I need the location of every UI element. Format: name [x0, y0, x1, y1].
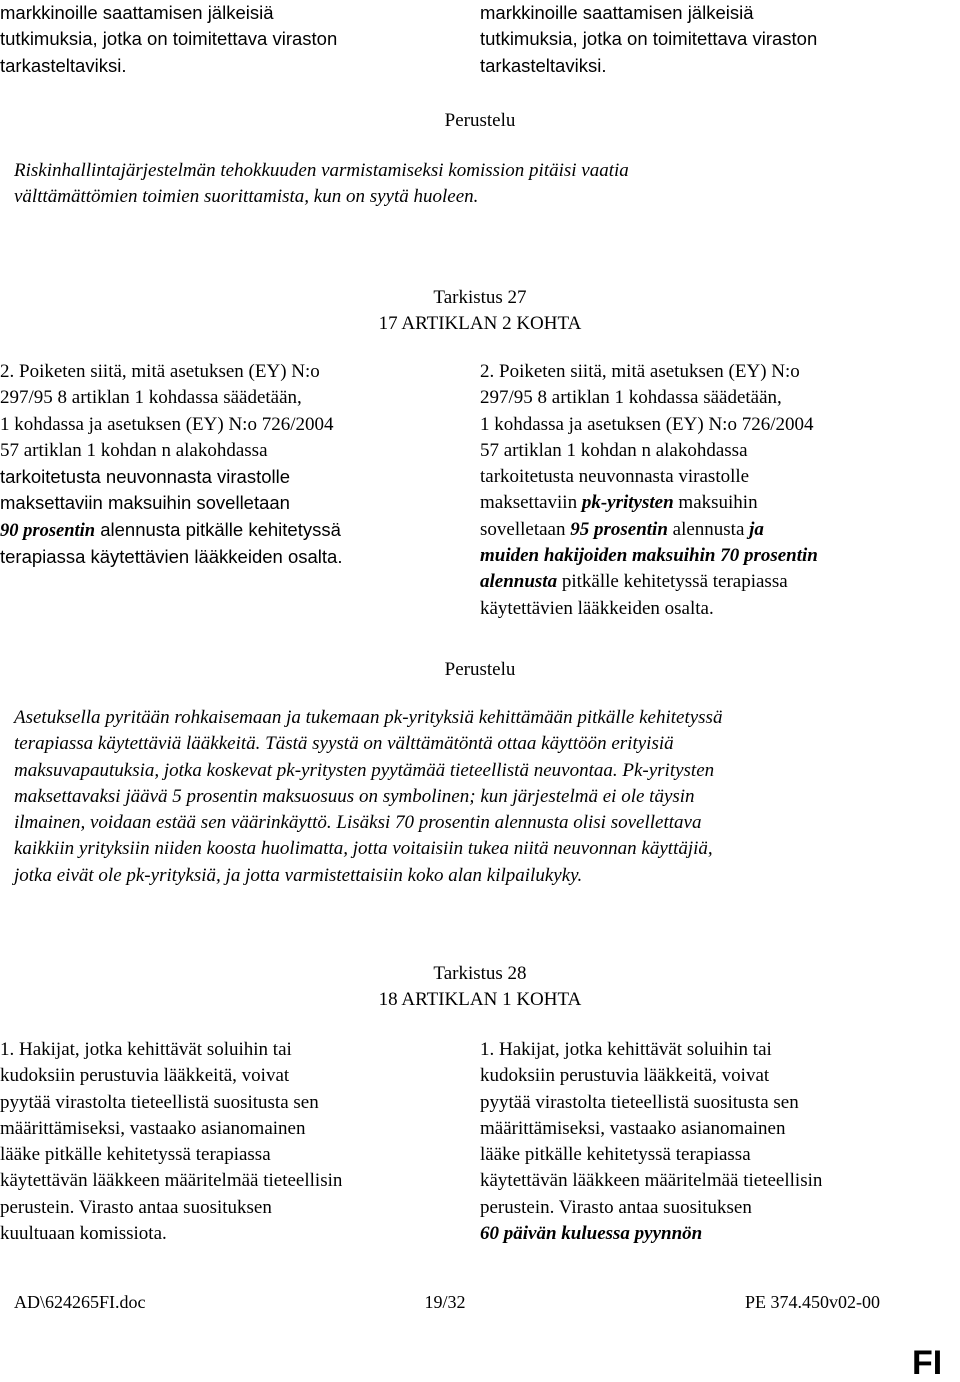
footer-pe-ref: PE 374.450v02-00 [745, 1292, 880, 1312]
text-line: kuultuaan komissiota. [0, 1223, 167, 1245]
left-column-carryover [0, 0, 337, 79]
text-line: perustein. Virasto antaa suosituksen [0, 1196, 272, 1218]
text-line: määrittämiseksi, vastaako asianomainen [0, 1117, 306, 1139]
justification-text [14, 158, 629, 211]
text-line [0, 517, 342, 544]
text-line: kudoksiin perustuvia lääkkeitä, voivat [480, 1065, 770, 1087]
text-span: sovelletaan [480, 518, 571, 540]
bold-italic-text: 90 prosentin [0, 520, 96, 541]
text-line: määrittämiseksi, vastaako asianomainen [480, 1117, 786, 1139]
text-line: välttämättömien toimien suorittamista, kun on syytä huoleen. [14, 186, 479, 208]
text-line: Riskinhallintajärjestelmän tehokkuuden varmistamiseksi komission pitäisi vaatia [14, 160, 629, 181]
bold-italic-text: 95 prosentin [570, 518, 668, 540]
text-line: 1. Hakijat, jotka kehittävät soluihin tai [0, 1039, 292, 1060]
text-line: pyytää virastolta tieteellistä suositusta sen [0, 1091, 319, 1113]
justification-text [14, 705, 722, 889]
amendment-subtitle: 18 ARTIKLAN 1 KOHTA [378, 989, 582, 1010]
text-line: lääke pitkälle kehitetyssä terapiassa [0, 1144, 271, 1166]
amendment-right-column [480, 359, 818, 622]
right-column-carryover [480, 0, 817, 79]
footer-page-number: 19/32 [424, 1292, 466, 1312]
text-line: markkinoille saattamisen jälkeisiä [480, 2, 754, 23]
text-line: Asetuksella pyritään rohkaisemaan ja tukemaan pk-yrityksiä kehittämään pitkälle kehitetyssä [14, 707, 723, 728]
bold-italic-text: alennusta [480, 571, 558, 593]
text-line: tarkasteltaviksi. [480, 54, 607, 76]
text-line: tarkoitetusta neuvonnasta virastolle [480, 466, 750, 488]
text-line: 1. Hakijat, jotka kehittävät soluihin tai [480, 1039, 772, 1060]
text-line: maksettavaksi jäävä 5 prosentin maksuosuus on symbolinen; kun järjestelmä ei ole täysin [14, 785, 695, 807]
text-line: kudoksiin perustuvia lääkkeitä, voivat [0, 1065, 290, 1087]
text-line [480, 517, 818, 543]
text-line [480, 569, 818, 595]
text-line: kaikkiin yrityksiin niiden koosta huolimatta, jotta voitaisiin tukea niitä neuvonnan käyttäjiä, [14, 838, 713, 860]
text-line: 57 artiklan 1 kohdan n alakohdassa [0, 439, 268, 461]
bold-italic-line: muiden hakijoiden maksuihin 70 prosentin [480, 545, 818, 567]
language-code: FI [912, 1344, 943, 1382]
text-line: maksettaviin maksuihin sovelletaan [0, 492, 290, 514]
text-line: käytettävän lääkkeen määritelmää tieteellisin [480, 1170, 823, 1192]
text-line: 297/95 8 artiklan 1 kohdassa säädetään, [0, 387, 302, 409]
text-line: terapiassa käytettäviä lääkkeitä. Tästä syystä on välttämätöntä ottaa käyttöön erityisiä [14, 733, 674, 755]
amendment-right-column [480, 1037, 822, 1247]
text-line: 1 kohdassa ja asetuksen (EY) N:o 726/2004 [480, 413, 814, 435]
text-span: maksettaviin [480, 492, 582, 514]
text-span: pitkälle kehitetyssä terapiassa [557, 571, 788, 593]
text-line: 57 artiklan 1 kohdan n alakohdassa [480, 439, 748, 461]
text-line: tarkoitetusta neuvonnasta virastolle [0, 466, 291, 488]
amendment-title: Tarkistus 27 [433, 287, 527, 308]
text-line: terapiassa käytettävien lääkkeiden osalta. [0, 546, 343, 568]
justification-heading: Perustelu [444, 110, 516, 131]
text-line: ilmainen, voidaan estää sen väärinkäyttö. Lisäksi 70 prosentin alennusta olisi sovellettava [14, 812, 702, 834]
amendment-subtitle: 17 ARTIKLAN 2 KOHTA [378, 313, 582, 334]
amendment-left-column [0, 1037, 342, 1247]
text-span: alennusta [667, 518, 750, 540]
text-line: markkinoille saattamisen jälkeisiä [0, 2, 274, 23]
footer-doc-ref: AD\624265FI.doc [14, 1292, 146, 1312]
text-line: tarkasteltaviksi. [0, 54, 127, 76]
text-line [480, 490, 818, 516]
text-line: perustein. Virasto antaa suosituksen [480, 1196, 752, 1218]
text-line: maksuvapautuksia, jotka koskevat pk-yritysten pyytämää tieteellistä neuvontaa. Pk-yritysten [14, 759, 715, 781]
text-line: tutkimuksia, jotka on toimitettava viraston [480, 28, 818, 50]
amendment-left-column [0, 359, 342, 570]
text-line: 2. Poiketen siitä, mitä asetuksen (EY) N:o [480, 361, 800, 382]
text-span: alennusta pitkälle kehitetyssä [95, 518, 341, 540]
text-line: 297/95 8 artiklan 1 kohdassa säädetään, [480, 387, 782, 409]
justification-heading: Perustelu [444, 659, 516, 680]
amendment-title: Tarkistus 28 [433, 963, 527, 984]
text-span: maksuihin [673, 492, 758, 514]
text-line: jotka eivät ole pk-yrityksiä, ja jotta varmistettaisiin koko alan kilpailukyky. [14, 864, 583, 886]
text-line: käytettävien lääkkeiden osalta. [480, 597, 714, 619]
bold-italic-text: ja [749, 518, 764, 540]
text-line: pyytää virastolta tieteellistä suositusta sen [480, 1091, 799, 1113]
text-line: 1 kohdassa ja asetuksen (EY) N:o 726/2004 [0, 413, 334, 435]
bold-italic-text: pk-yritysten [581, 492, 674, 514]
bold-italic-line: 60 päivän kuluessa pyynnön [480, 1223, 703, 1245]
text-line: 2. Poiketen siitä, mitä asetuksen (EY) N:o [0, 361, 320, 382]
text-line: tutkimuksia, jotka on toimitettava viraston [0, 28, 338, 50]
text-line: lääke pitkälle kehitetyssä terapiassa [480, 1144, 751, 1166]
text-line: käytettävän lääkkeen määritelmää tieteellisin [0, 1170, 343, 1192]
